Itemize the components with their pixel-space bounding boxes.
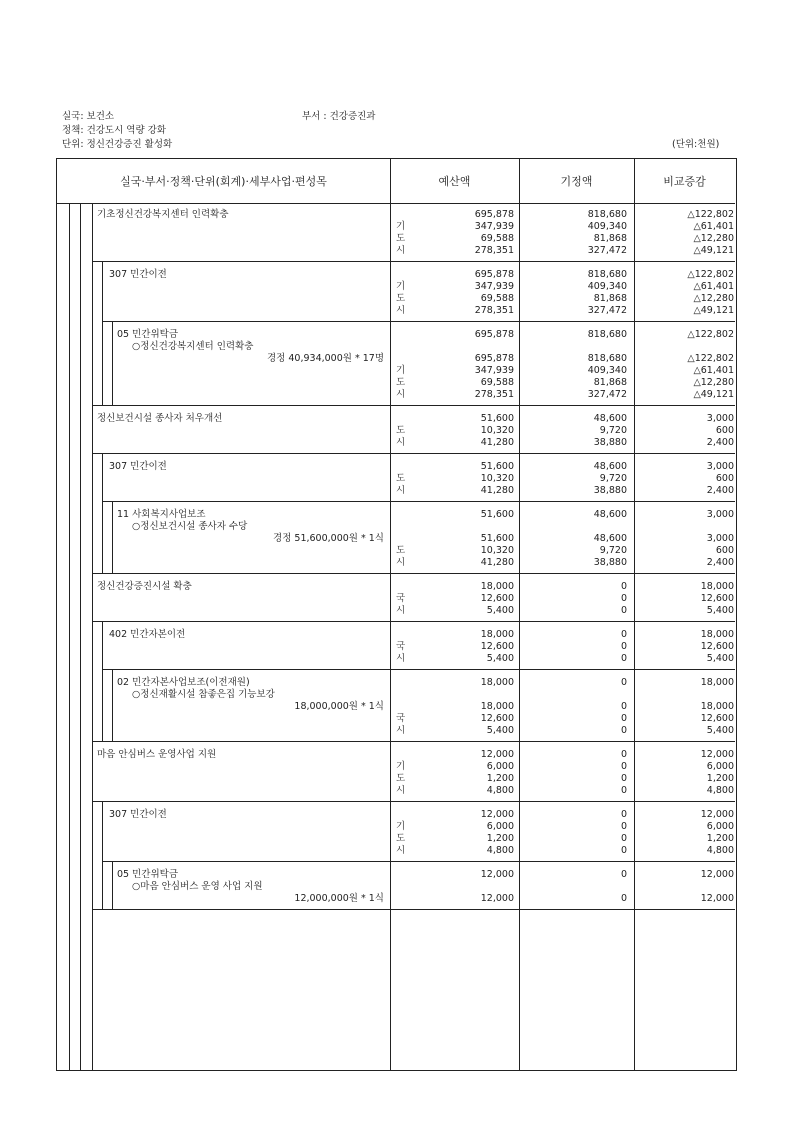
column-header-diff: 비교증감: [634, 159, 735, 204]
column-header-budget: 예산액: [390, 159, 519, 204]
prior-value: 0: [620, 821, 627, 832]
row-separator: [102, 669, 735, 670]
funding-source-tag: 기: [396, 761, 406, 772]
diff-value: 5,400: [706, 653, 734, 664]
prior-value: 38,880: [593, 485, 627, 496]
prior-value: 818,680: [587, 209, 627, 220]
prior-value: 818,680: [587, 329, 627, 340]
funding-source-tag: 시: [396, 485, 406, 496]
row-label: 05 민간위탁금: [117, 869, 178, 880]
diff-value: 3,000: [706, 413, 734, 424]
diff-value: 2,400: [706, 437, 734, 448]
prior-value: 409,340: [587, 365, 627, 376]
budget-value: 18,000: [480, 701, 514, 712]
diff-value: 12,000: [700, 869, 734, 880]
prior-value: 818,680: [587, 353, 627, 364]
unit-label: 단위: 정신건강증진 활성화: [62, 139, 173, 150]
org-label: 실국: 보건소: [62, 111, 115, 122]
row-separator: [92, 621, 735, 622]
diff-value: 12,600: [700, 713, 734, 724]
budget-table: [56, 158, 737, 1071]
budget-value: 18,000: [480, 629, 514, 640]
diff-value: △122,802: [687, 269, 734, 280]
diff-value: 18,000: [700, 581, 734, 592]
prior-value: 48,600: [593, 413, 627, 424]
tree-line: [102, 261, 103, 405]
diff-value: △12,280: [693, 377, 734, 388]
prior-value: 0: [620, 761, 627, 772]
funding-source-tag: 시: [396, 653, 406, 664]
diff-value: 12,600: [700, 593, 734, 604]
budget-value: 12,600: [480, 593, 514, 604]
diff-value: 3,000: [706, 509, 734, 520]
budget-value: 10,320: [480, 473, 514, 484]
diff-value: 4,800: [706, 845, 734, 856]
funding-source-tag: 시: [396, 305, 406, 316]
calc-text: 12,000,000원 * 1식: [294, 893, 384, 904]
budget-value: 12,600: [480, 641, 514, 652]
row-separator: [102, 501, 735, 502]
row-separator: [92, 573, 735, 574]
calc-text: 경정 40,934,000원 * 17명: [267, 353, 384, 364]
diff-value: 12,000: [700, 809, 734, 820]
row-label: 정신보건시설 종사자 처우개선: [97, 413, 223, 424]
tree-line: [112, 321, 113, 405]
row-label: 11 사회복지사업보조: [117, 509, 206, 520]
diff-value: △12,280: [693, 233, 734, 244]
prior-value: 0: [620, 581, 627, 592]
prior-value: 0: [620, 845, 627, 856]
detail-text: ○정신보건시설 종사자 수당: [132, 521, 248, 532]
tree-line: [69, 204, 70, 1070]
budget-value: 10,320: [480, 425, 514, 436]
diff-value: 12,600: [700, 641, 734, 652]
prior-value: 81,868: [593, 377, 627, 388]
row-separator: [92, 741, 735, 742]
prior-value: 81,868: [593, 293, 627, 304]
calc-text: 경정 51,600,000원 * 1식: [273, 533, 384, 544]
diff-value: 3,000: [706, 461, 734, 472]
row-label: 02 민간자본사업보조(이전재원): [117, 677, 250, 688]
diff-value: △61,401: [693, 365, 734, 376]
budget-value: 69,588: [480, 377, 514, 388]
column-header-category: 실국·부서·정책·단위(회계)·세부사업·편성목: [57, 159, 390, 204]
funding-source-tag: 도: [396, 377, 406, 388]
column-divider: [519, 159, 520, 1070]
funding-source-tag: 국: [396, 593, 406, 604]
funding-source-tag: 도: [396, 545, 406, 556]
budget-value: 18,000: [480, 677, 514, 688]
diff-value: 600: [715, 545, 734, 556]
prior-value: 0: [620, 773, 627, 784]
tree-line: [102, 621, 103, 741]
row-separator: [92, 405, 735, 406]
row-separator: [102, 321, 735, 322]
budget-value: 51,600: [480, 533, 514, 544]
detail-text: ○정신건강복지센터 인력확충: [132, 341, 254, 352]
funding-source-tag: 기: [396, 281, 406, 292]
prior-value: 818,680: [587, 269, 627, 280]
budget-value: 695,878: [474, 209, 514, 220]
diff-value: 6,000: [706, 761, 734, 772]
prior-value: 327,472: [587, 245, 627, 256]
prior-value: 0: [620, 869, 627, 880]
budget-value: 695,878: [474, 329, 514, 340]
funding-source-tag: 시: [396, 785, 406, 796]
diff-value: △61,401: [693, 281, 734, 292]
column-divider: [390, 159, 391, 1070]
prior-value: 48,600: [593, 533, 627, 544]
prior-value: 327,472: [587, 305, 627, 316]
budget-value: 41,280: [480, 437, 514, 448]
prior-value: 0: [620, 833, 627, 844]
diff-value: 5,400: [706, 725, 734, 736]
diff-value: 1,200: [706, 773, 734, 784]
budget-value: 6,000: [486, 761, 514, 772]
detail-text: ○정신재활시설 참좋은집 기능보강: [132, 689, 275, 700]
funding-source-tag: 도: [396, 293, 406, 304]
prior-value: 0: [620, 701, 627, 712]
row-label: 307 민간이전: [109, 809, 167, 820]
row-separator: [102, 861, 735, 862]
budget-value: 10,320: [480, 545, 514, 556]
funding-source-tag: 도: [396, 833, 406, 844]
diff-value: 18,000: [700, 629, 734, 640]
prior-value: 0: [620, 677, 627, 688]
funding-source-tag: 도: [396, 473, 406, 484]
budget-value: 4,800: [486, 845, 514, 856]
diff-value: △122,802: [687, 329, 734, 340]
budget-value: 12,600: [480, 713, 514, 724]
tree-line: [92, 204, 93, 1070]
budget-value: 51,600: [480, 509, 514, 520]
prior-value: 0: [620, 641, 627, 652]
prior-value: 9,720: [599, 473, 627, 484]
budget-value: 69,588: [480, 233, 514, 244]
funding-source-tag: 시: [396, 437, 406, 448]
row-separator: [92, 261, 735, 262]
prior-value: 81,868: [593, 233, 627, 244]
diff-value: 600: [715, 425, 734, 436]
budget-value: 278,351: [474, 389, 514, 400]
prior-value: 0: [620, 749, 627, 760]
prior-value: 38,880: [593, 437, 627, 448]
diff-value: 6,000: [706, 821, 734, 832]
budget-value: 12,000: [480, 749, 514, 760]
prior-value: 409,340: [587, 221, 627, 232]
diff-value: 1,200: [706, 833, 734, 844]
tree-line: [102, 801, 103, 909]
row-label: 마음 안심버스 운영사업 지원: [97, 749, 217, 760]
funding-source-tag: 시: [396, 725, 406, 736]
detail-text: ○마음 안심버스 운영 사업 지원: [132, 881, 263, 892]
prior-value: 38,880: [593, 557, 627, 568]
funding-source-tag: 시: [396, 389, 406, 400]
funding-source-tag: 시: [396, 605, 406, 616]
prior-value: 0: [620, 593, 627, 604]
diff-value: △122,802: [687, 209, 734, 220]
diff-value: △122,802: [687, 353, 734, 364]
budget-value: 695,878: [474, 269, 514, 280]
policy-label: 정책: 건강도시 역량 강화: [62, 125, 167, 136]
prior-value: 409,340: [587, 281, 627, 292]
prior-value: 327,472: [587, 389, 627, 400]
budget-value: 347,939: [474, 281, 514, 292]
funding-source-tag: 국: [396, 713, 406, 724]
budget-value: 41,280: [480, 557, 514, 568]
diff-value: 12,000: [700, 749, 734, 760]
row-label: 기초정신건강복지센터 인력확충: [97, 209, 229, 220]
budget-value: 347,939: [474, 221, 514, 232]
row-label: 402 민간자본이전: [109, 629, 186, 640]
prior-value: 0: [620, 725, 627, 736]
budget-value: 5,400: [486, 605, 514, 616]
prior-value: 0: [620, 785, 627, 796]
diff-value: △49,121: [693, 389, 734, 400]
prior-value: 0: [620, 809, 627, 820]
prior-value: 48,600: [593, 461, 627, 472]
prior-value: 48,600: [593, 509, 627, 520]
row-separator: [92, 801, 735, 802]
funding-source-tag: 시: [396, 557, 406, 568]
diff-value: △12,280: [693, 293, 734, 304]
row-label: 307 민간이전: [109, 461, 167, 472]
diff-value: 4,800: [706, 785, 734, 796]
funding-source-tag: 시: [396, 245, 406, 256]
funding-source-tag: 기: [396, 821, 406, 832]
funding-source-tag: 기: [396, 365, 406, 376]
row-label: 307 민간이전: [109, 269, 167, 280]
budget-value: 278,351: [474, 245, 514, 256]
funding-source-tag: 도: [396, 233, 406, 244]
diff-value: 18,000: [700, 677, 734, 688]
budget-value: 1,200: [486, 833, 514, 844]
funding-source-tag: 국: [396, 641, 406, 652]
diff-value: 2,400: [706, 557, 734, 568]
funding-source-tag: 기: [396, 221, 406, 232]
row-label: 05 민간위탁금: [117, 329, 178, 340]
budget-value: 278,351: [474, 305, 514, 316]
tree-line: [80, 204, 81, 1070]
diff-value: 3,000: [706, 533, 734, 544]
tree-line: [102, 453, 103, 573]
prior-value: 0: [620, 653, 627, 664]
diff-value: 12,000: [700, 893, 734, 904]
budget-value: 4,800: [486, 785, 514, 796]
dept-label: 부서 : 건강증진과: [302, 111, 376, 122]
funding-source-tag: 도: [396, 425, 406, 436]
tree-line: [112, 861, 113, 909]
row-label: 정신건강증진시설 확충: [97, 581, 192, 592]
budget-value: 12,000: [480, 809, 514, 820]
budget-value: 12,000: [480, 869, 514, 880]
budget-value: 5,400: [486, 725, 514, 736]
prior-value: 0: [620, 605, 627, 616]
row-separator: [92, 909, 735, 910]
diff-value: △49,121: [693, 245, 734, 256]
tree-line: [112, 669, 113, 741]
row-separator: [92, 453, 735, 454]
budget-value: 6,000: [486, 821, 514, 832]
currency-note: (단위:천원): [672, 139, 720, 150]
budget-value: 18,000: [480, 581, 514, 592]
budget-value: 69,588: [480, 293, 514, 304]
prior-value: 9,720: [599, 425, 627, 436]
prior-value: 0: [620, 713, 627, 724]
tree-line: [112, 501, 113, 573]
diff-value: △49,121: [693, 305, 734, 316]
diff-value: 600: [715, 473, 734, 484]
column-header-prior: 기정액: [519, 159, 634, 204]
calc-text: 18,000,000원 * 1식: [294, 701, 384, 712]
diff-value: 2,400: [706, 485, 734, 496]
diff-value: △61,401: [693, 221, 734, 232]
prior-value: 9,720: [599, 545, 627, 556]
budget-value: 347,939: [474, 365, 514, 376]
budget-value: 1,200: [486, 773, 514, 784]
budget-value: 695,878: [474, 353, 514, 364]
diff-value: 18,000: [700, 701, 734, 712]
funding-source-tag: 시: [396, 845, 406, 856]
budget-value: 5,400: [486, 653, 514, 664]
budget-value: 51,600: [480, 413, 514, 424]
prior-value: 0: [620, 893, 627, 904]
budget-value: 41,280: [480, 485, 514, 496]
budget-value: 12,000: [480, 893, 514, 904]
budget-value: 51,600: [480, 461, 514, 472]
funding-source-tag: 도: [396, 773, 406, 784]
diff-value: 5,400: [706, 605, 734, 616]
prior-value: 0: [620, 629, 627, 640]
